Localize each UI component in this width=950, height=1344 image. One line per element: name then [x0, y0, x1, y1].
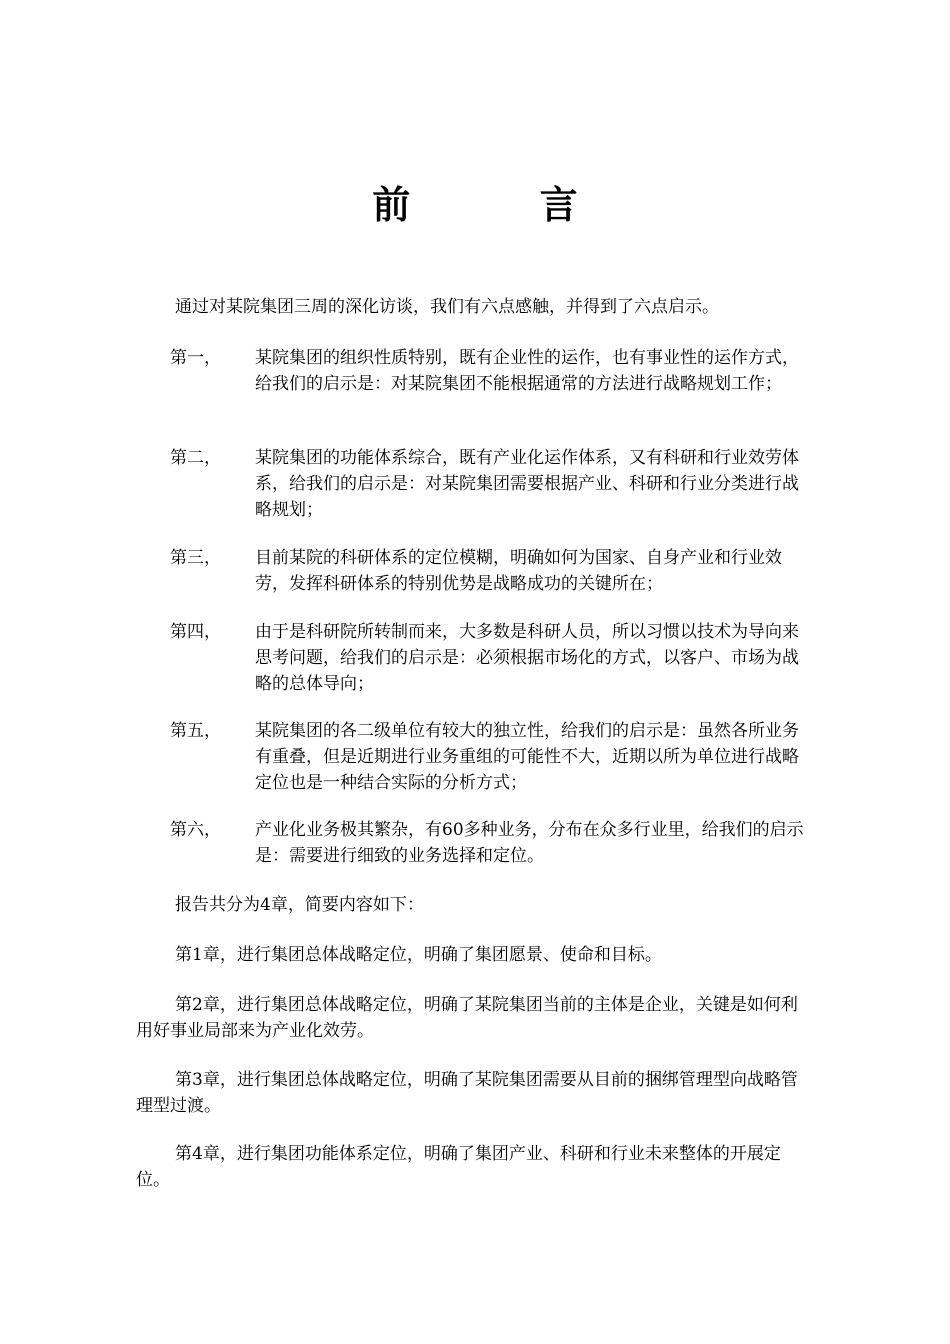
list-item: [170, 545, 820, 597]
list-item-text: 由于是科研院所转制而来，大多数是科研人员，所以习惯以技术为导向来思考问题，给我们的启示是：必须根据市场化的方式，以客户、市场为战略的总体导向；: [255, 622, 799, 694]
list-item-label: 第一，: [170, 348, 221, 368]
list-item-label: 第六，: [170, 820, 221, 840]
chapter-paragraph: 第2章，进行集团总体战略定位，明确了某院集团当前的主体是企业，关键是如何利用好事业局部来为产业化效劳。: [136, 995, 798, 1041]
list-item: [170, 619, 820, 697]
intro-paragraph: 通过对某院集团三周的深化访谈，我们有六点感触，并得到了六点启示。: [175, 297, 719, 317]
chapter-paragraph: 第4章，进行集团功能体系定位，明确了集团产业、科研和行业未来整体的开展定位。: [136, 1144, 781, 1190]
chapter-paragraph: 第1章，进行集团总体战略定位，明确了集团愿景、使命和目标。: [175, 945, 662, 965]
list-item-label: 第四，: [170, 622, 221, 642]
list-item-label: 第二，: [170, 448, 221, 468]
list-item-text: 某院集团的功能体系综合，既有产业化运作体系，又有科研和行业效劳体系，给我们的启示是：对某院集团需要根据产业、科研和行业分类进行战略规划；: [255, 448, 799, 520]
list-item-text: 某院集团的各二级单位有较大的独立性，给我们的启示是：虽然各所业务有重叠，但是近期进行业务重组的可能性不大，近期以所为单位进行战略定位也是一种结合实际的分析方式；: [255, 721, 799, 793]
list-item-label: 第三，: [170, 548, 221, 568]
list-item-label: 第五，: [170, 721, 221, 741]
list-item: [170, 345, 820, 397]
list-item: [170, 445, 820, 523]
list-item-text: 产业化业务极其繁杂，有60多种业务，分布在众多行业里，给我们的启示是：需要进行细致的业务选择和定位。: [255, 820, 804, 866]
page-title: 前 言: [372, 183, 636, 227]
list-item-text: 某院集团的组织性质特别，既有企业性的运作，也有事业性的运作方式，给我们的启示是：对某院集团不能根据通常的方法进行战略规划工作；: [255, 348, 799, 394]
summary-line: 报告共分为4章，简要内容如下：: [175, 895, 424, 915]
list-item: [170, 718, 820, 796]
list-item: [170, 817, 820, 869]
list-item-text: 目前某院的科研体系的定位模糊，明确如何为国家、自身产业和行业效劳，发挥科研体系的特别优势是战略成功的关键所在；: [255, 548, 782, 594]
chapter-paragraph: 第3章，进行集团总体战略定位，明确了某院集团需要从目前的捆绑管理型向战略管理型过渡。: [136, 1070, 798, 1116]
